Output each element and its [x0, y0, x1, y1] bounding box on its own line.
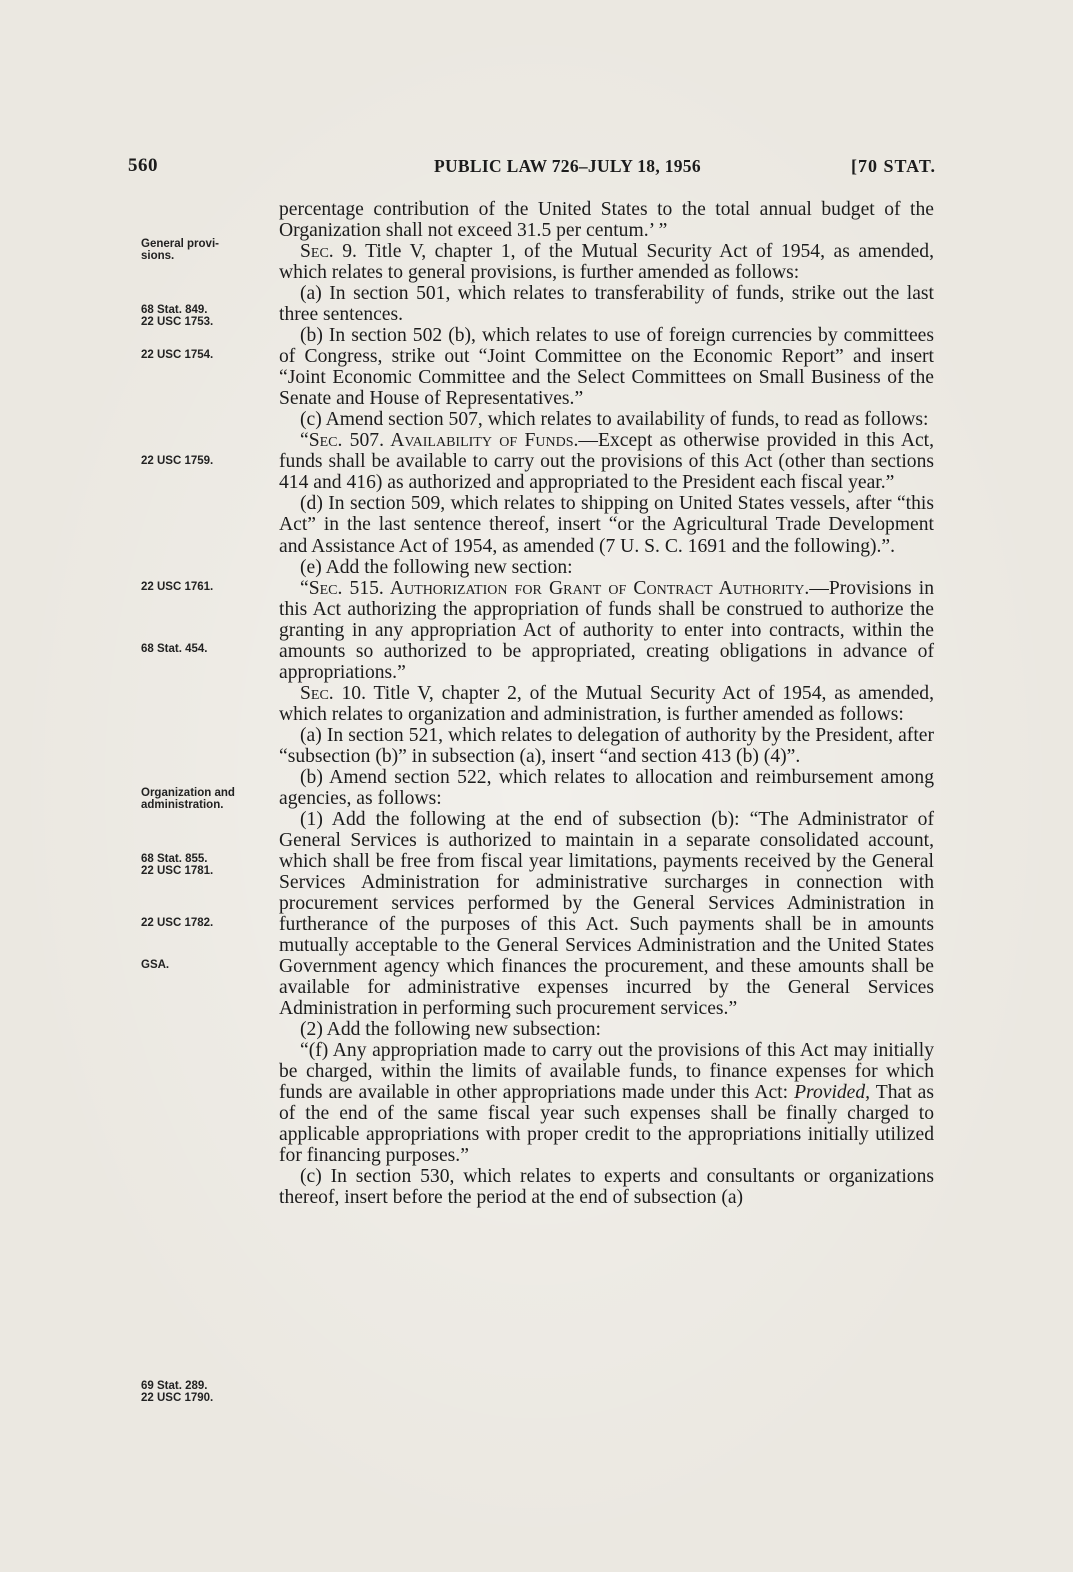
paragraph: (c) Amend section 507, which relates to availability of funds, to read as follows: [300, 409, 929, 431]
paragraph: (b) Amend section 522, which relates to allocation and reimbursement among agencies, as follows: [279, 766, 934, 809]
section-515: “Sec. 515. Authorization for Grant of Contract Authority.—Provisions in this Act authorizing the appropriation of funds shall be construed to authorize the granting in any appropriation Act of authority to enter into contracts, within the amounts so authorized to be appropriated, creating obligations in advance of appropriations.” [279, 577, 934, 683]
margin-note-general-provisions: General provi- sions. [141, 238, 219, 262]
margin-note-citation: 22 USC 1782. [141, 917, 214, 929]
running-title: PUBLIC LAW 726–JULY 18, 1956 [434, 156, 701, 176]
paragraph: (2) Add the following new subsection: [300, 1019, 601, 1041]
page-number: 560 [128, 155, 158, 176]
section-label: “Sec. 515. Authorization for Grant of Contract Authority. [300, 577, 810, 599]
section-9: Sec. 9. Title V, chapter 1, of the Mutual Security Act of 1954, as amended, which relates to general provisions, is further amended as follows: [279, 241, 934, 284]
margin-note-citation: 69 Stat. 289. 22 USC 1790. [141, 1380, 214, 1404]
paragraph: (d) In section 509, which relates to shipping on United States vessels, after “this Act” in the last sentence thereof, insert “or the Agricultural Trade Development and Assistance Act of 1954, as amended (7 U. S. C. 1691 and the following).”. [279, 493, 934, 557]
paragraph: (a) In section 501, which relates to transferability of funds, strike out the last three sentences. [279, 283, 934, 326]
paragraph: (c) In section 530, which relates to experts and consultants or organizations thereof, insert before the period at the end of subsection (a) [279, 1166, 934, 1209]
page-header [128, 155, 936, 179]
margin-note-citation: 22 USC 1754. [141, 349, 214, 361]
paragraph: percentage contribution of the United States to the total annual budget of the Organization shall not exceed 31.5 per centum.’ ” [279, 199, 934, 242]
section-label: “Sec. 507. Availability of Funds. [300, 430, 579, 452]
section-label: Sec. 9. [300, 241, 357, 263]
margin-note-citation: 68 Stat. 454. [141, 643, 208, 655]
margin-note-citation: 22 USC 1761. [141, 581, 214, 593]
margin-note-citation: 68 Stat. 849. 22 USC 1753. [141, 304, 214, 328]
margin-note-organization-administration: Organization and administration. [141, 787, 235, 811]
section-label: Sec. 10. [300, 682, 367, 704]
paragraph: (e) Add the following new section: [300, 556, 573, 578]
margin-note-citation: 68 Stat. 855. 22 USC 1781. [141, 853, 214, 877]
paragraph: (1) Add the following at the end of subsection (b): “The Administrator of General Services is authorized to maintain in a separate consolidated account, which shall be free from fiscal year limitations, payments received by the General Services Administration for administrative surcharges in connection with procurement services performed by the General Services Administration in furtherance of the purposes of this Act. Such payments shall be in amounts mutually acceptable to the General Services Administration and the United States Government agency which finances the procurement, and these amounts shall be available for administrative expenses incurred by the General Services Administration in performing such procurement services.” [279, 808, 934, 1020]
section-10: Sec. 10. Title V, chapter 2, of the Mutual Security Act of 1954, as amended, which relates to organization and administration, is further amended as follows: [279, 682, 934, 725]
paragraph: “(f) Any appropriation made to carry out the provisions of this Act may initially be charged, within the limits of available funds, to finance expenses for which funds are available in other appropriations made under this Act: Provided, That as of the end of the same fiscal year such expenses shall be finally charged to applicable appropriations with proper credit to the appropriations initially utilized for financing purposes.” [279, 1040, 934, 1167]
statute-body [279, 199, 934, 1209]
paragraph: (b) In section 502 (b), which relates to use of foreign currencies by committees of Congress, strike out “Joint Committee on the Economic Report” and insert “Joint Economic Committee and the Select Committees on Small Business of the Senate and House of Representatives.” [279, 325, 934, 410]
proviso: Provided, [794, 1082, 871, 1104]
section-507: “Sec. 507. Availability of Funds.—Except as otherwise provided in this Act, funds shall be available to carry out the provisions of this Act (other than sections 414 and 416) as authorized and appropriated to the President each fiscal year.” [279, 430, 935, 494]
margin-note-citation: 22 USC 1759. [141, 455, 214, 467]
volume-reference: [70 STAT. [850, 156, 936, 176]
paragraph: (a) In section 521, which relates to delegation of authority by the President, after “subsection (b)” in subsection (a), insert “and section 413 (b) (4)”. [279, 724, 934, 767]
margin-note-gsa: GSA. [141, 959, 170, 971]
